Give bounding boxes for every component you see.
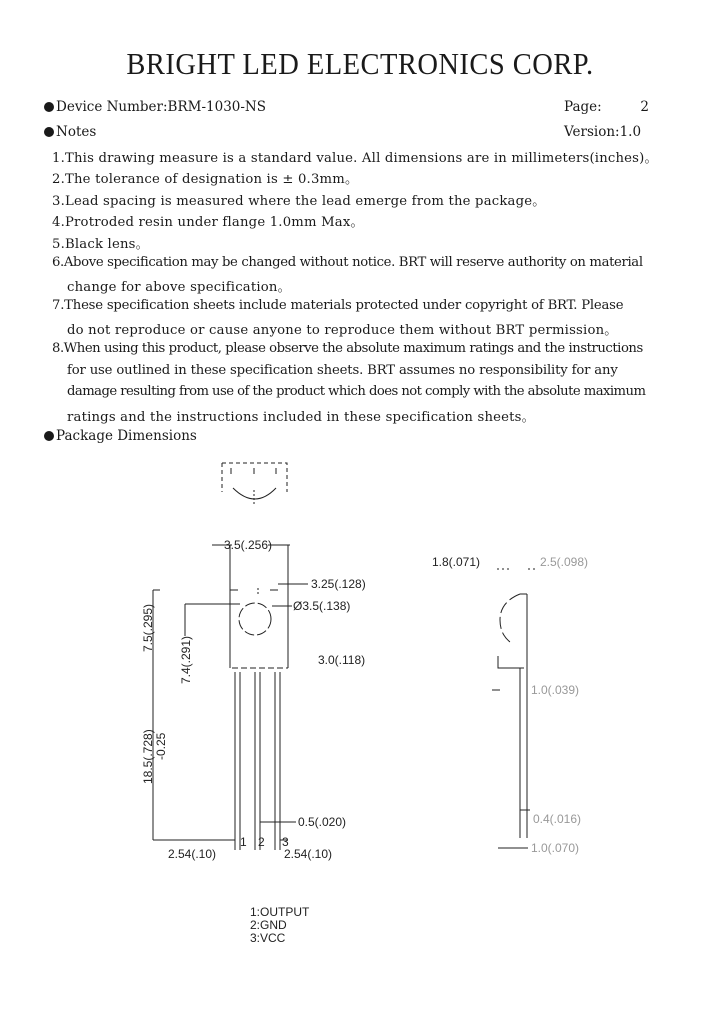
note-6-cont: change for above specification。 bbox=[67, 280, 291, 295]
company-title: BRIGHT LED ELECTRONICS CORP. bbox=[126, 46, 594, 81]
dim-side-1-8: 1.8(.071) bbox=[432, 555, 481, 569]
pin-1: 1:OUTPUT bbox=[250, 905, 310, 919]
dim-tolerance: -0.25 bbox=[154, 732, 168, 760]
notes-heading: Notes bbox=[56, 124, 97, 140]
pin-number-3: 3 bbox=[282, 835, 289, 849]
note-5: 5.Black lens。 bbox=[52, 237, 149, 252]
top-view bbox=[222, 463, 287, 504]
front-view bbox=[153, 545, 308, 850]
note-6: 6.Above specification may be changed without notice. BRT will reserve authority on material bbox=[52, 255, 643, 270]
pin-2: 2:GND bbox=[250, 918, 287, 932]
dim-pitch-right: 2.54(.10) bbox=[284, 847, 333, 861]
dim-7-4: 7.4(.291) bbox=[179, 635, 193, 684]
note-2: 2.The tolerance of designation is ± 0.3mm。 bbox=[52, 172, 359, 187]
dim-side-2-5: 2.5(.098) bbox=[540, 555, 589, 569]
pin-number-2: 2 bbox=[258, 835, 265, 849]
pin-list bbox=[250, 906, 309, 945]
note-7-cont: do not reproduce or cause anyone to reproduce them without BRT permission。 bbox=[67, 323, 618, 338]
dim-width-top: 3.5(.256) bbox=[224, 538, 273, 552]
package-heading: Package Dimensions bbox=[56, 428, 197, 444]
dim-lead-width: 0.5(.020) bbox=[298, 815, 347, 829]
dim-3-25: 3.25(.128) bbox=[311, 577, 366, 591]
dim-side-mid: 1.0(.039) bbox=[531, 683, 580, 697]
dim-7-5: 7.5(.295) bbox=[141, 603, 155, 652]
note-1: 1.This drawing measure is a standard value. All dimensions are in millimeters(inches)。 bbox=[52, 151, 658, 166]
dim-3-0: 3.0(.118) bbox=[318, 653, 366, 667]
dim-pitch-left: 2.54(.10) bbox=[168, 847, 217, 861]
pin-3: 3:VCC bbox=[250, 931, 286, 945]
version-label: Version:1.0 bbox=[564, 124, 642, 140]
note-7: 7.These specification sheets include materials protected under copyright of BRT. Please bbox=[52, 298, 624, 313]
side-view bbox=[492, 569, 538, 848]
dim-diameter: Ø3.5(.138) bbox=[293, 599, 351, 613]
note-3: 3.Lead spacing is measured where the lead emerge from the package。 bbox=[52, 194, 546, 209]
dim-side-bottom: 1.0(.070) bbox=[531, 841, 580, 855]
note-8-cont-1: for use outlined in these specification sheets. BRT assumes no responsibility for any bbox=[67, 363, 618, 378]
note-8-cont-2: damage resulting from use of the product which does not comply with the absolute maximum bbox=[67, 384, 646, 399]
note-4: 4.Protroded resin under flange 1.0mm Max。 bbox=[52, 215, 364, 230]
dim-side-low: 0.4(.016) bbox=[533, 812, 582, 826]
page-label: Page: bbox=[564, 99, 602, 115]
note-8-cont-3: ratings and the instructions included in these specification sheets。 bbox=[67, 410, 536, 425]
note-8: 8.When using this product, please observe the absolute maximum ratings and the instructions bbox=[52, 341, 643, 356]
pin-number-1: 1 bbox=[240, 835, 247, 849]
device-number: Device Number:BRM-1030-NS bbox=[56, 99, 266, 115]
page-number: 2 bbox=[640, 99, 649, 115]
dim-18-5: 18.5(.728) bbox=[141, 729, 155, 784]
